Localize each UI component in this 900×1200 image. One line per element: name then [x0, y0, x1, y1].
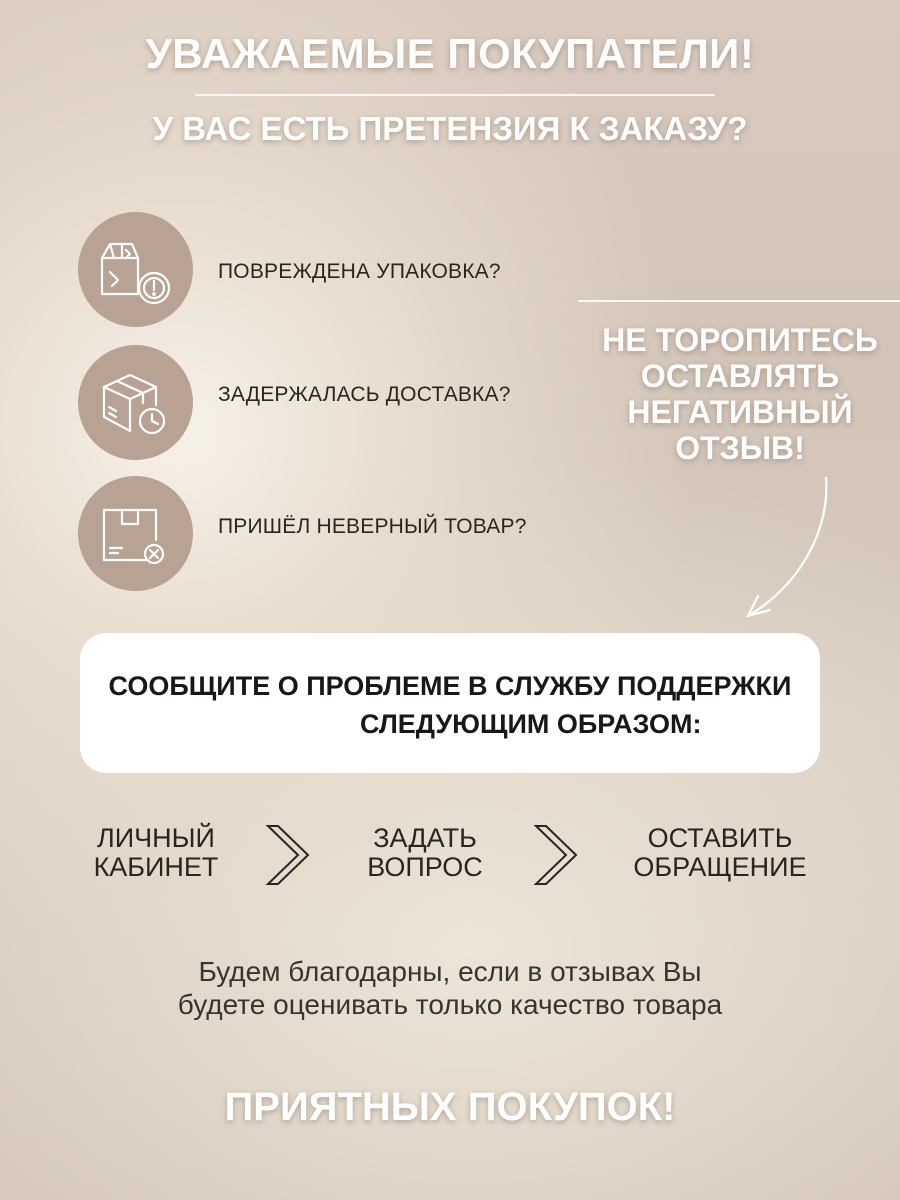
issue-delayed-delivery: ЗАДЕРЖАЛАСЬ ДОСТАВКА? — [218, 383, 511, 406]
step-personal-account — [86, 824, 226, 882]
step-ask-question — [350, 824, 500, 882]
support-box — [80, 633, 820, 773]
curved-arrow-icon — [730, 470, 840, 630]
thanks-line: Будем благодарны, если в отзывах Вы — [198, 956, 702, 987]
support-line-1: СООБЩИТЕ О ПРОБЛЕМЕ В СЛУЖБУ ПОДДЕРЖКИ — [108, 671, 792, 701]
warning-line: ОТЗЫВ! — [675, 430, 805, 466]
warning-line: НЕ ТОРОПИТЕСЬ — [602, 322, 878, 358]
warning-divider — [578, 300, 900, 302]
support-line-2: СЛЕДУЮЩИМ ОБРАЗОМ: — [360, 709, 702, 739]
warning-line: ОСТАВЛЯТЬ — [640, 358, 840, 394]
warning-text — [590, 322, 890, 466]
step-line: ОСТАВИТЬ — [647, 823, 793, 853]
step-line: ЛИЧНЫЙ — [97, 823, 215, 853]
page-title: УВАЖАЕМЫЕ ПОКУПАТЕЛИ! — [145, 30, 755, 77]
step-line: КАБИНЕТ — [93, 852, 219, 882]
warning-line: НЕГАТИВНЫЙ — [627, 394, 853, 430]
step-line: ЗАДАТЬ — [373, 823, 477, 853]
thanks-line: будете оценивать только качество товара — [177, 989, 723, 1020]
issue-wrong-item: ПРИШЁЛ НЕВЕРНЫЙ ТОВАР? — [218, 515, 527, 538]
delayed-delivery-icon — [78, 345, 193, 460]
footer-title: ПРИЯТНЫХ ПОКУПОК! — [224, 1085, 676, 1129]
step-submit-request — [620, 824, 820, 882]
wrong-item-icon — [78, 476, 193, 591]
chevron-right-icon — [262, 822, 322, 888]
step-line: ВОПРОС — [367, 852, 483, 882]
page-subtitle: У ВАС ЕСТЬ ПРЕТЕНЗИЯ К ЗАКАЗУ? — [152, 110, 748, 147]
issue-damaged-package: ПОВРЕЖДЕНА УПАКОВКА? — [218, 260, 501, 283]
step-line: ОБРАЩЕНИЕ — [633, 852, 807, 882]
thanks-text — [0, 955, 900, 1021]
chevron-right-icon — [530, 822, 590, 888]
damaged-box-icon — [78, 212, 193, 327]
title-divider — [195, 94, 715, 96]
